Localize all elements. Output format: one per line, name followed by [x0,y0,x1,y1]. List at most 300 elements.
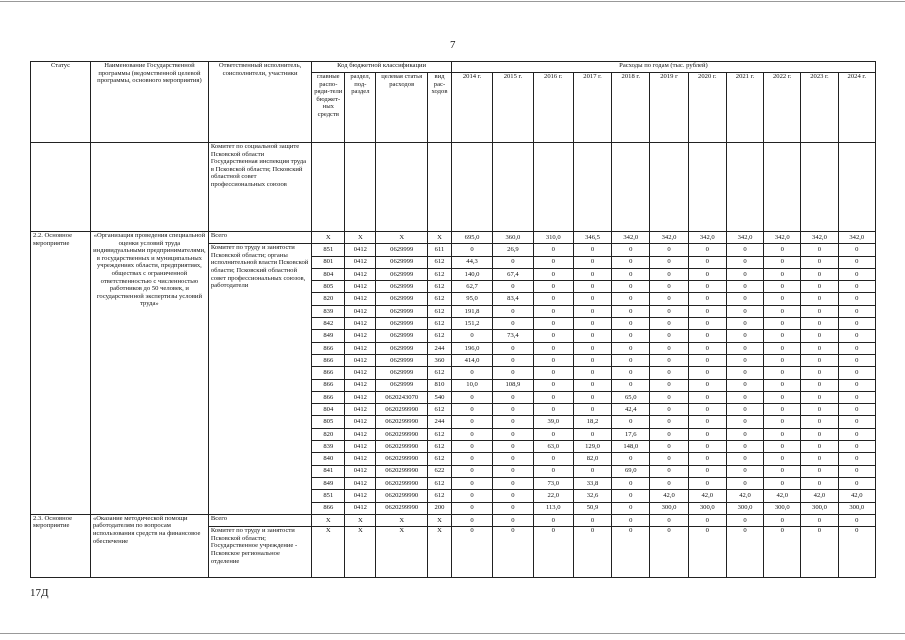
total-label-cell: Всего [208,232,311,244]
cell: 0620299990 [376,416,428,428]
cell: 342,0 [688,232,726,244]
year-header-3: 2017 г. [573,73,611,143]
cell: 0 [612,416,650,428]
cell: 849 [312,330,345,342]
cell: 612 [428,428,452,440]
cell: 244 [428,416,452,428]
cell: 17,6 [612,428,650,440]
cell: 0 [838,465,875,477]
cell: 83,4 [493,293,533,305]
expenses-header: Расходы по годам (тыс. рублей) [451,62,875,73]
cell: 866 [312,367,345,379]
cell: 0 [688,244,726,256]
cell: 0412 [345,367,376,379]
cell: 0 [573,514,611,526]
cell: 42,4 [612,404,650,416]
cell: 0 [764,527,801,578]
cell: 42,0 [688,490,726,502]
type-header: вид рас-ходов [428,73,452,143]
cell: X [428,232,452,244]
cell: 0620243070 [376,391,428,403]
cell: 0 [451,514,492,526]
budget-code-header: Код бюджетной классификации [312,62,452,73]
cell: 300,0 [838,502,875,514]
cell: 342,0 [650,232,688,244]
participants-cell: Комитет по труду и занятости Псковской области; Государственное учреждение - Псковское региональное отделение [208,527,311,578]
cell: 0 [688,268,726,280]
cell: 342,0 [801,232,838,244]
cell: 0 [838,441,875,453]
cell: 0620299990 [376,428,428,440]
cell: 196,0 [451,342,492,354]
cell: 0 [801,268,838,280]
cell: 0 [688,404,726,416]
cell: 0 [573,391,611,403]
cell: 0 [838,342,875,354]
cell: 612 [428,490,452,502]
cell: 0 [726,305,763,317]
cell: 0629999 [376,379,428,391]
cell: 300,0 [801,502,838,514]
cell: 0412 [345,379,376,391]
cell: 113,0 [533,502,573,514]
cell: 0629999 [376,244,428,256]
cell: 805 [312,416,345,428]
cell: 0 [533,367,573,379]
cell: 851 [312,244,345,256]
cell: 0 [612,256,650,268]
cell: 50,9 [573,502,611,514]
cell: 866 [312,391,345,403]
cell: 0 [838,514,875,526]
cell: 0 [573,354,611,366]
cell: 805 [312,281,345,293]
cell: X [345,232,376,244]
cell: 810 [428,379,452,391]
year-header-1: 2015 г. [493,73,533,143]
cell: 0 [688,281,726,293]
cell: 0 [493,256,533,268]
cell: 0629999 [376,256,428,268]
cell: 0 [838,416,875,428]
cell: 0 [838,404,875,416]
cell: 300,0 [688,502,726,514]
cell: 0 [533,318,573,330]
continuation-participants: Комитет по социальной защите Псковской области Государственная инспекция труда в Псковской области; Псковский областной совет профессиональных союзов [208,143,311,232]
cell: 62,7 [451,281,492,293]
cell: 0 [533,465,573,477]
cell: 840 [312,453,345,465]
cell: 140,0 [451,268,492,280]
year-header-7: 2021 г. [726,73,763,143]
cell: 0 [650,416,688,428]
table-row [31,514,876,526]
cell: 300,0 [726,502,763,514]
year-header-6: 2020 г. [688,73,726,143]
cell: 0 [650,453,688,465]
cell: 0 [838,367,875,379]
cell: 0 [726,281,763,293]
cell: 0 [493,514,533,526]
cell: 0620299990 [376,441,428,453]
cell: 0 [533,514,573,526]
cell: 0 [612,477,650,489]
cell: 0412 [345,330,376,342]
cell: 0412 [345,428,376,440]
cell: 0 [650,514,688,526]
cell: 0 [726,354,763,366]
cell: 0 [801,441,838,453]
cell: 0 [493,465,533,477]
cell: 0 [650,318,688,330]
cell: 866 [312,342,345,354]
cell: 0 [650,404,688,416]
cell: 0 [726,391,763,403]
cell: 0 [838,379,875,391]
status-header: Статус [31,62,91,143]
year-header-0: 2014 г. [451,73,492,143]
cell: 0 [764,477,801,489]
cell: 0 [726,527,763,578]
cell: 0 [612,281,650,293]
cell: 0 [573,318,611,330]
cell: 0 [451,391,492,403]
cell: 0 [801,330,838,342]
cell: 346,5 [573,232,611,244]
cell: 0 [764,354,801,366]
cell: 0 [573,305,611,317]
cell: 0 [451,367,492,379]
cell: 0412 [345,441,376,453]
cell: 0 [650,391,688,403]
cell: 841 [312,465,345,477]
cell: 0 [573,404,611,416]
cell: 0629999 [376,354,428,366]
cell: 0 [688,330,726,342]
cell: 69,0 [612,465,650,477]
cell: 414,0 [451,354,492,366]
status-cell: 2.2. Основное мероприятие [31,232,91,515]
cell: 108,9 [493,379,533,391]
cell: 0 [451,490,492,502]
cell: 0 [612,293,650,305]
cell: 0 [493,281,533,293]
cell: 0412 [345,416,376,428]
cell: 0 [533,379,573,391]
cell: 0629999 [376,330,428,342]
cell: 0 [764,342,801,354]
cell: 26,9 [493,244,533,256]
cell: 0 [764,305,801,317]
cell: 0629999 [376,281,428,293]
cell: 0 [764,268,801,280]
cell: 0 [838,318,875,330]
cell: 342,0 [838,232,875,244]
cell: 0 [533,330,573,342]
cell: 0 [726,367,763,379]
cell: 0 [801,367,838,379]
cell: 0 [726,453,763,465]
cell: 0 [573,342,611,354]
cell: 0 [764,441,801,453]
cell: 0 [764,379,801,391]
cell: 0412 [345,268,376,280]
cell: 360 [428,354,452,366]
cell: 0 [612,244,650,256]
footer-mark: 17Д [30,587,49,599]
cell: 0 [650,441,688,453]
cell: 0 [493,428,533,440]
cell: 0 [688,293,726,305]
cell: 0 [573,281,611,293]
cell: 342,0 [612,232,650,244]
program-name-header: Наименование Государственной программы (ведомственной целевой программы, основного мероприятия) [90,62,208,143]
cell: 0 [533,453,573,465]
cell: 0620299990 [376,465,428,477]
cell: 0 [726,404,763,416]
cell: 0 [451,428,492,440]
participants-cell: Комитет по труду и занятости Псковской области; органы исполнительной власти Псковской области; Псковский областной совет профессиональных союзов, работодатели [208,244,311,515]
cell: 0 [801,293,838,305]
cell: 612 [428,281,452,293]
cell: 866 [312,354,345,366]
cell: 10,0 [451,379,492,391]
cell: 804 [312,268,345,280]
program-name-cell: «Оказание методической помощи работодателям по вопросам использования средств на финансовое обеспечение [90,514,208,577]
cell: 0 [688,477,726,489]
cell: 310,0 [533,232,573,244]
cell: 0 [726,244,763,256]
target-header: целевая статья расходов [376,73,428,143]
cell: 0 [764,416,801,428]
cell: 42,0 [838,490,875,502]
page-number: 7 [450,39,456,51]
cell: 0 [838,281,875,293]
cell: 820 [312,428,345,440]
cell: 0 [726,441,763,453]
cell: X [428,514,452,526]
cell: 0412 [345,244,376,256]
cell: 0 [801,465,838,477]
cell: 73,4 [493,330,533,342]
cell: 849 [312,477,345,489]
cell: 0 [612,367,650,379]
cell: 129,0 [573,441,611,453]
cell: 0 [573,293,611,305]
cell: 0 [726,428,763,440]
cell: 63,0 [533,441,573,453]
cell: 0 [801,404,838,416]
cell: 0 [801,428,838,440]
cell: 0 [726,514,763,526]
cell: 0 [493,441,533,453]
cell: 0 [764,391,801,403]
cell: 612 [428,477,452,489]
cell: 42,0 [650,490,688,502]
section-header: раздел, под-раздел [345,73,376,143]
cell: 0 [801,527,838,578]
cell: 342,0 [726,232,763,244]
cell: 0 [573,330,611,342]
cell: 0 [612,305,650,317]
cell: 0 [612,330,650,342]
year-header-4: 2018 г. [612,73,650,143]
header-row-1 [31,62,876,73]
cell: 0 [764,244,801,256]
cell: 866 [312,379,345,391]
cell: 82,0 [573,453,611,465]
cell: 0 [533,342,573,354]
cell: 0 [612,354,650,366]
cell: 0 [533,293,573,305]
cell: 0 [801,391,838,403]
cell: 0 [451,465,492,477]
cell: 0 [612,527,650,578]
cell: 0 [493,354,533,366]
cell: 0629999 [376,293,428,305]
cell: 0 [451,527,492,578]
cell: 0 [493,391,533,403]
cell: 95,0 [451,293,492,305]
cell: 0629999 [376,268,428,280]
cell: 0 [650,367,688,379]
cell: 0 [650,477,688,489]
cell: 0 [451,416,492,428]
cell: 0 [764,367,801,379]
cell: 0 [838,453,875,465]
cell: X [345,514,376,526]
cell: 0412 [345,391,376,403]
cell: 0 [612,453,650,465]
cell: 0412 [345,490,376,502]
cell: 0 [612,502,650,514]
cell: X [376,527,428,578]
cell: 0 [764,465,801,477]
cell: 0 [801,256,838,268]
cell: 0 [801,305,838,317]
cell: 0 [451,441,492,453]
cell: 0 [533,268,573,280]
cell: X [428,527,452,578]
cell: 0 [764,404,801,416]
cell: 0 [573,379,611,391]
cell: 0 [764,256,801,268]
cell: 151,2 [451,318,492,330]
cell: 0 [726,465,763,477]
cell: 0 [838,527,875,578]
cell: 0 [688,527,726,578]
cell: 0 [493,490,533,502]
cell: 0 [650,428,688,440]
cell: 0412 [345,305,376,317]
cell: 0 [688,428,726,440]
cell: 0 [726,268,763,280]
cell: 612 [428,256,452,268]
cell: 67,4 [493,268,533,280]
cell: 612 [428,305,452,317]
cell: 0 [533,244,573,256]
cell: 0 [726,342,763,354]
cell: 612 [428,453,452,465]
cell: 804 [312,404,345,416]
cell: 0 [650,465,688,477]
cell: 39,0 [533,416,573,428]
cell: 0 [612,318,650,330]
cell: 148,0 [612,441,650,453]
year-header-5: 2019 г [650,73,688,143]
cell: 0 [801,453,838,465]
cell: 0412 [345,453,376,465]
cell: 0629999 [376,367,428,379]
cell: 0 [688,318,726,330]
cell: 0 [493,453,533,465]
cell: 0 [726,416,763,428]
cell: 0 [493,305,533,317]
cell: 540 [428,391,452,403]
cell: 866 [312,502,345,514]
cell: 0 [493,527,533,578]
cell: 0412 [345,342,376,354]
scan-edge-top [0,1,905,2]
cell: 0 [650,354,688,366]
cell: 0412 [345,465,376,477]
cell: 0 [650,305,688,317]
cell: 0 [573,465,611,477]
cell: 622 [428,465,452,477]
continuation-row [31,143,876,232]
cell: 0 [573,256,611,268]
cell: 0 [573,244,611,256]
cell: 0412 [345,318,376,330]
cell: 611 [428,244,452,256]
cell: 0 [688,256,726,268]
cell: 0 [764,428,801,440]
cell: 0 [801,342,838,354]
cell: 0 [451,244,492,256]
cell: 0 [764,514,801,526]
cell: 0 [533,404,573,416]
cell: 65,0 [612,391,650,403]
cell: 360,0 [493,232,533,244]
cell: 342,0 [764,232,801,244]
cell: 0629999 [376,342,428,354]
table-row [31,232,876,244]
cell: 0 [838,293,875,305]
cell: 0 [650,379,688,391]
cell: 820 [312,293,345,305]
cell: 0 [764,281,801,293]
cell: 0 [801,281,838,293]
cell: 0 [650,527,688,578]
year-header-2: 2016 г. [533,73,573,143]
cell: 0 [650,244,688,256]
cell: 244 [428,342,452,354]
cell: 0 [573,527,611,578]
cell: 0 [451,477,492,489]
cell: 0620299990 [376,404,428,416]
cell: 42,0 [764,490,801,502]
cell: 0 [801,514,838,526]
cell: 0 [838,305,875,317]
cell: 0 [764,293,801,305]
cell: 0 [650,342,688,354]
cell: 0629999 [376,318,428,330]
cell: 0 [493,502,533,514]
cell: 0 [650,330,688,342]
cell: 801 [312,256,345,268]
cell: 612 [428,441,452,453]
cell: 0 [726,330,763,342]
